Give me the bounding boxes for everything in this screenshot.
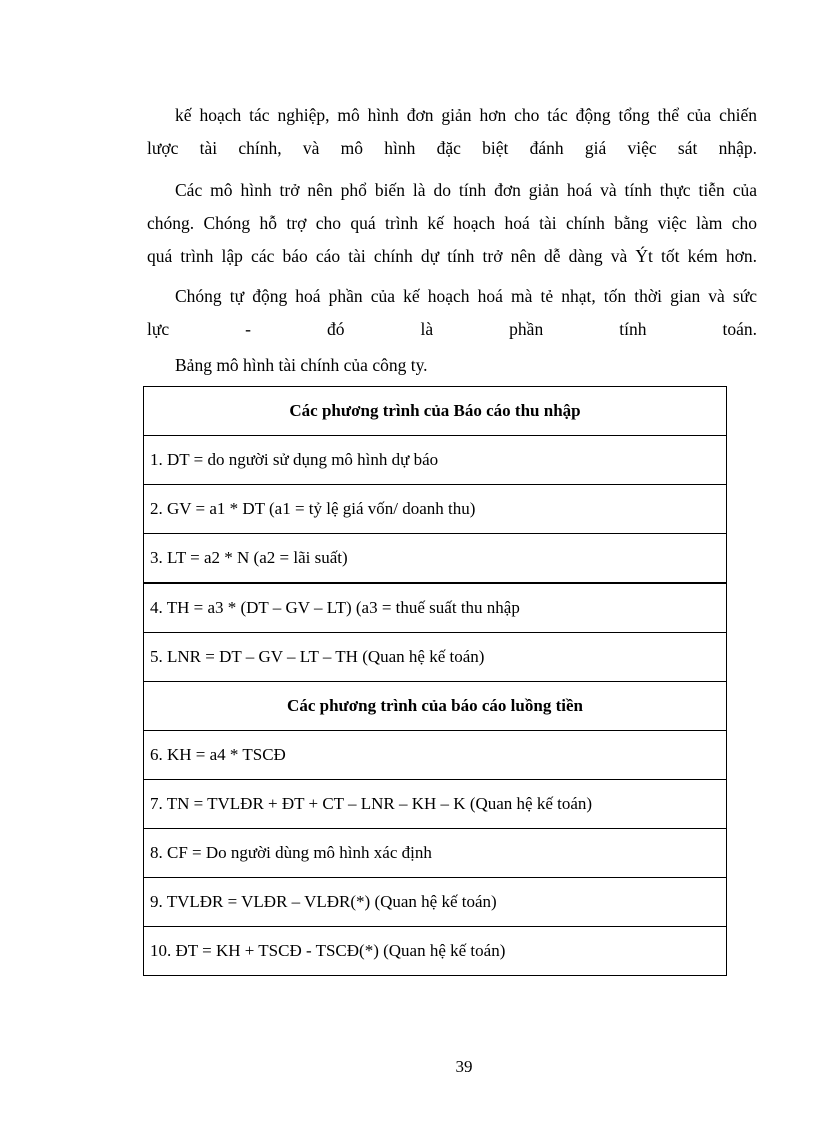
- page-number: 39: [455, 1057, 473, 1076]
- paragraph-2-line-3: quá trình lập các báo cáo tài chính dự tính trở nên dễ dàng và Ýt tốt kém hơn.: [147, 246, 757, 266]
- table-row: 5. LNR = DT – GV – LT – TH (Quan hệ kế toán): [144, 633, 727, 682]
- financial-model-table: [143, 386, 727, 976]
- paragraph-3-line-1: Chóng tự động hoá phần của kế hoạch hoá mà tẻ nhạt, tốn thời gian và sức: [175, 286, 757, 306]
- paragraph-1-line-2: lược tài chính, và mô hình đặc biệt đánh giá việc sát nhập.: [147, 138, 757, 158]
- paragraph-2-line-2: chóng. Chóng hỗ trợ cho quá trình kế hoạch hoá tài chính bằng việc làm cho: [147, 213, 757, 233]
- paragraph-3: [147, 280, 757, 346]
- paragraph-1: [147, 99, 757, 165]
- section-2-title: Các phương trình của báo cáo luồng tiền: [144, 682, 727, 731]
- paragraph-2: [147, 174, 757, 273]
- paragraph-1-line-1: kế hoạch tác nghiệp, mô hình đơn giản hơn cho tác động tổng thể của chiến: [175, 105, 757, 125]
- table-row: 9. TVLĐR = VLĐR – VLĐR(*) (Quan hệ kế toán): [144, 878, 727, 927]
- table-row: 7. TN = TVLĐR + ĐT + CT – LNR – KH – K (Quan hệ kế toán): [144, 780, 727, 829]
- paragraph-2-line-1: Các mô hình trở nên phổ biến là do tính đơn giản hoá và tính thực tiễn của: [175, 180, 757, 200]
- paragraph-3-line-2: lực - đó là phần tính toán.: [147, 319, 757, 339]
- table-row: 10. ĐT = KH + TSCĐ - TSCĐ(*) (Quan hệ kế toán): [144, 927, 727, 976]
- table-row: 2. GV = a1 * DT (a1 = tỷ lệ giá vốn/ doanh thu): [144, 485, 727, 534]
- table-row: 3. LT = a2 * N (a2 = lãi suất): [144, 534, 727, 584]
- table-row: 6. KH = a4 * TSCĐ: [144, 731, 727, 780]
- table-caption: Bảng mô hình tài chính của công ty.: [175, 355, 428, 375]
- table-row: 1. DT = do người sử dụng mô hình dự báo: [144, 436, 727, 485]
- section-1-title: Các phương trình của Báo cáo thu nhập: [144, 387, 727, 436]
- table-row: 8. CF = Do người dùng mô hình xác định: [144, 829, 727, 878]
- table-row: 4. TH = a3 * (DT – GV – LT) (a3 = thuế suất thu nhập: [144, 583, 727, 633]
